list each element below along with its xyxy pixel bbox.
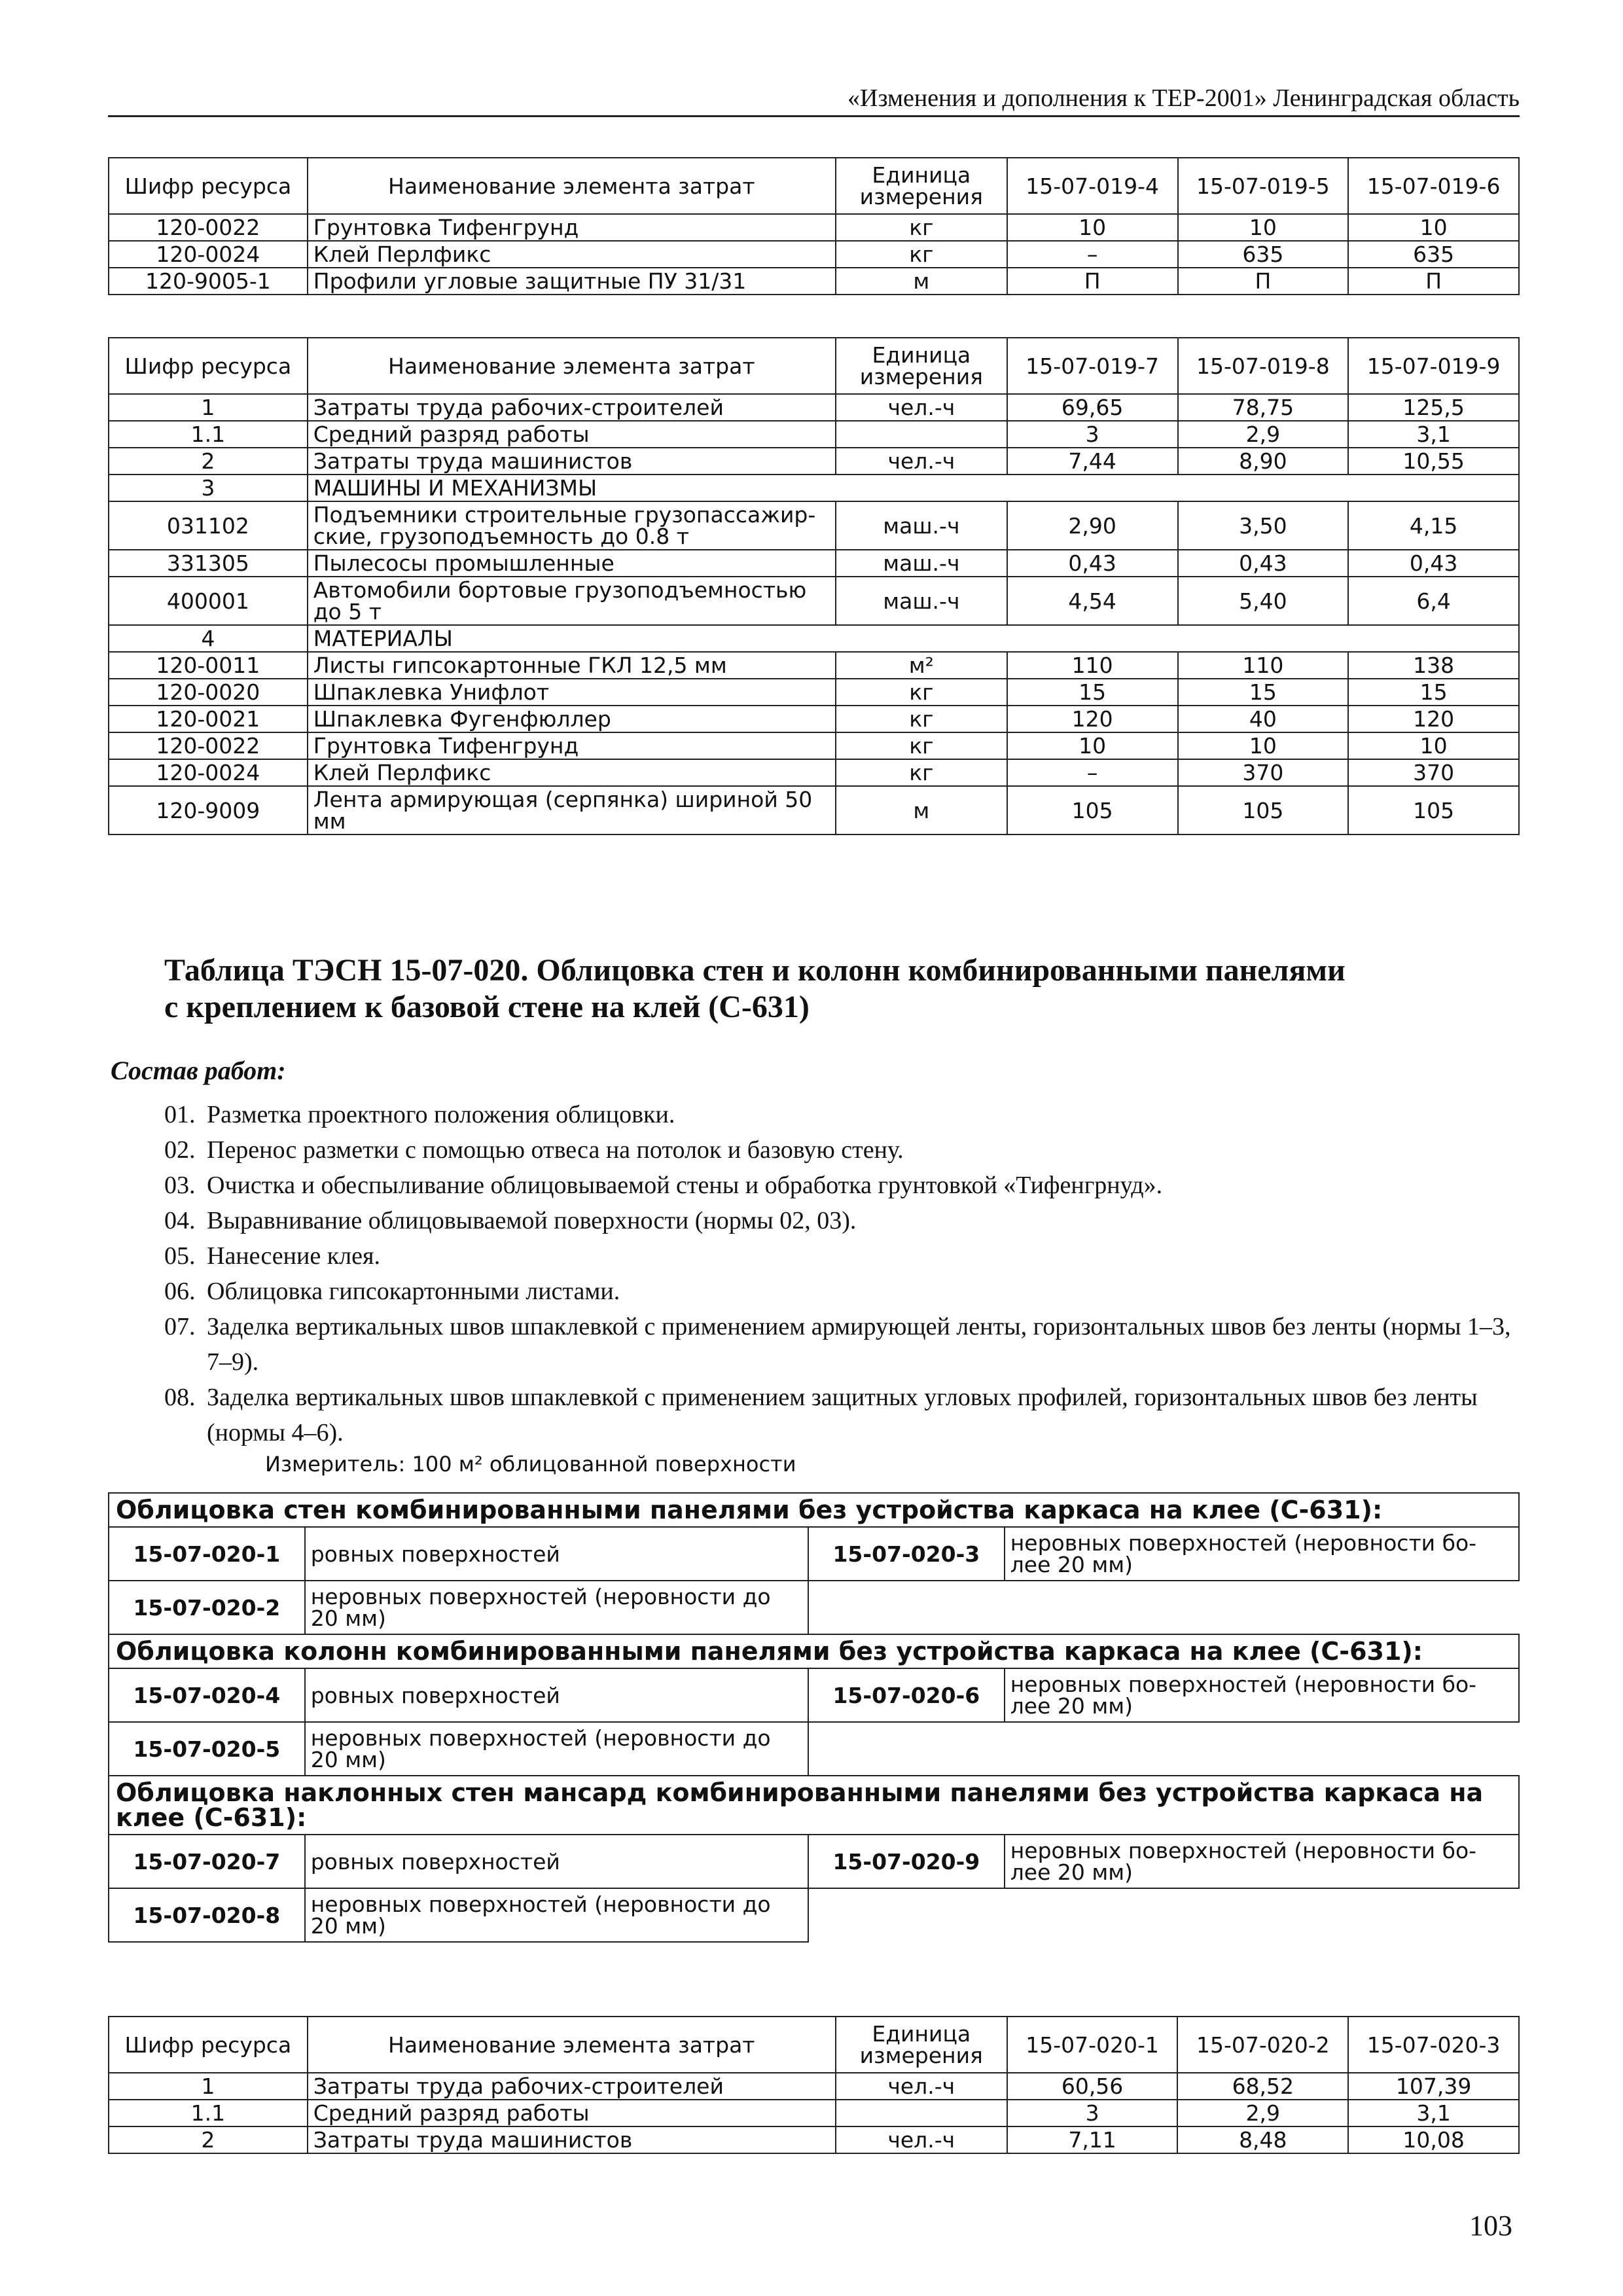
empty-cell [808,1581,1519,1634]
cell: 120-0022 [109,732,308,759]
cell: Затраты труда машинистов [308,2126,836,2153]
cell: 4 [109,625,308,652]
table-row [109,2126,1519,2153]
cell: чел.-ч [836,448,1007,475]
cell: 120-0021 [109,706,308,732]
norms-section-title: Облицовка наклонных стен мансард комбинированными панелями без устройства каркаса на клее (С-631): [109,1776,1519,1835]
cell: 2,90 [1007,501,1178,550]
cell: кг [836,214,1007,241]
cell: 125,5 [1348,394,1519,421]
item-number: 04. [164,1207,196,1234]
norms-row [109,1668,1519,1722]
cell: 60,56 [1007,2073,1178,2100]
table-header-row [109,2017,1519,2073]
norm-code: 15-07-020-3 [808,1527,1005,1581]
cell: Листы гипсокартонные ГКЛ 12,5 мм [308,652,836,679]
cell: 105 [1178,786,1349,834]
cell: 120-0020 [109,679,308,706]
norms-row [109,1835,1519,1888]
item-number: 06. [164,1278,196,1305]
cell: 0,43 [1007,550,1178,577]
column-header: 15-07-019-8 [1178,338,1349,394]
cell: 15 [1007,679,1178,706]
column-header: Наименование элемента затрат [308,158,836,214]
table-row [109,421,1519,448]
cell: 120-0024 [109,241,308,268]
heading-line: Таблица ТЭСН 15-07-020. Облицовка стен и колонн комбинированными панелями [164,953,1346,988]
norm-description: неровных поверхностей (неровности до 20 мм) [305,1722,808,1776]
cell: кг [836,706,1007,732]
cell: Профили угловые защитные ПУ 31/31 [308,268,836,295]
cell: П [1178,268,1349,295]
resource-table-019-7-9 [108,337,1520,835]
cell: Клей Перлфикс [308,241,836,268]
list-item [164,1238,1520,1274]
cell: 10 [1348,732,1519,759]
table-section-row [109,625,1519,652]
table-header-row [109,338,1519,394]
cell: маш.-ч [836,501,1007,550]
cell: 120 [1007,706,1178,732]
cell: 8,48 [1177,2126,1348,2153]
cell: 400001 [109,577,308,625]
item-number: 03. [164,1172,196,1199]
cell: м² [836,652,1007,679]
cell: 120-0011 [109,652,308,679]
cell: 69,65 [1007,394,1178,421]
item-text: Разметка проектного положения облицовки. [207,1101,675,1128]
item-number: 01. [164,1101,196,1128]
cell: 15 [1348,679,1519,706]
cell: 105 [1348,786,1519,834]
norms-section-row [109,1634,1519,1668]
list-item [164,1309,1520,1380]
table-row [109,550,1519,577]
cell: 8,90 [1178,448,1349,475]
cell: Грунтовка Тифенгрунд [308,214,836,241]
norms-row [109,1581,1519,1634]
item-number: 07. [164,1313,196,1340]
table-row [109,501,1519,550]
table-row [109,786,1519,834]
cell: 0,43 [1178,550,1349,577]
table-header-row [109,158,1519,214]
norm-code: 15-07-020-5 [109,1722,305,1776]
item-number: 05. [164,1242,196,1270]
cell: 110 [1178,652,1349,679]
cell: 1.1 [109,421,308,448]
cell: Затраты труда машинистов [308,448,836,475]
running-header: «Изменения и дополнения к ТЕР-2001» Ленинградская область [108,84,1520,117]
cell: – [1007,241,1178,268]
section-label: МАТЕРИАЛЫ [308,625,1519,652]
cell: Пылесосы промышленные [308,550,836,577]
cell: 3 [1007,421,1178,448]
cell: П [1007,268,1178,295]
norm-description: неровных поверхностей (неровности бо-лее 20 мм) [1005,1835,1519,1888]
table-row [109,706,1519,732]
column-header: Наименование элемента затрат [308,2017,836,2073]
cell: 1 [109,394,308,421]
norm-code: 15-07-020-9 [808,1835,1005,1888]
item-text: Выравнивание облицовываемой поверхности (нормы 02, 03). [207,1207,857,1234]
cell: 10 [1178,214,1349,241]
norms-section-row [109,1493,1519,1527]
cell: П [1348,268,1519,295]
cell: 370 [1348,759,1519,786]
cell: 2,9 [1178,421,1349,448]
list-item [164,1274,1520,1309]
cell: 3,50 [1178,501,1349,550]
column-header: Наименование элемента затрат [308,338,836,394]
cell: 3,1 [1348,421,1519,448]
item-number: 08. [164,1384,196,1411]
cell: 635 [1178,241,1349,268]
item-text: Очистка и обеспыливание облицовываемой стены и обработка грунтовкой «Тифенгрнуд». [207,1172,1163,1199]
column-header: Шифр ресурса [109,2017,308,2073]
cell: кг [836,732,1007,759]
cell: 7,11 [1007,2126,1178,2153]
cell: 40 [1178,706,1349,732]
cell: 120 [1348,706,1519,732]
item-text: Перенос разметки с помощью отвеса на потолок и базовую стену. [207,1136,904,1164]
cell: Затраты труда рабочих-строителей [308,394,836,421]
cell: 10,08 [1348,2126,1519,2153]
norm-description: неровных поверхностей (неровности бо-лее 20 мм) [1005,1668,1519,1722]
cell: чел.-ч [836,394,1007,421]
works-list [164,1097,1520,1450]
norm-description: ровных поверхностей [305,1668,808,1722]
cell: Средний разряд работы [308,421,836,448]
item-text: Заделка вертикальных швов шпаклевкой с применением армирующей ленты, горизонтальных швов без ленты (нормы 1–3, 7–9). [207,1313,1511,1376]
norms-section-title: Облицовка стен комбинированными панелями без устройства каркаса на клее (С-631): [109,1493,1519,1527]
cell [836,2100,1007,2126]
list-item [164,1132,1520,1168]
column-header: 15-07-020-3 [1348,2017,1519,2073]
table-row [109,759,1519,786]
cell: 3,1 [1348,2100,1519,2126]
column-header: Шифр ресурса [109,338,308,394]
column-header: Единица измерения [836,158,1007,214]
norm-description: неровных поверхностей (неровности до 20 мм) [305,1581,808,1634]
cell: Шпаклевка Унифлот [308,679,836,706]
table-row [109,448,1519,475]
cell: Подъемники строительные грузопассажир-ские, грузоподъемность до 0.8 т [308,501,836,550]
cell: 120-0022 [109,214,308,241]
column-header: 15-07-020-1 [1007,2017,1178,2073]
cell [836,421,1007,448]
column-header: 15-07-019-7 [1007,338,1178,394]
cell: 635 [1348,241,1519,268]
cell: 15 [1178,679,1349,706]
table-row [109,268,1519,295]
norm-description: ровных поверхностей [305,1835,808,1888]
cell: 1.1 [109,2100,308,2126]
norms-section-row [109,1776,1519,1835]
cell: 107,39 [1348,2073,1519,2100]
cell: 370 [1178,759,1349,786]
norm-description: неровных поверхностей (неровности до 20 мм) [305,1888,808,1942]
norm-code: 15-07-020-2 [109,1581,305,1634]
norms-row [109,1527,1519,1581]
cell: 0,43 [1348,550,1519,577]
cell: 6,4 [1348,577,1519,625]
norms-row [109,1888,1519,1942]
table-row [109,577,1519,625]
table-row [109,2073,1519,2100]
norm-code: 15-07-020-1 [109,1527,305,1581]
resource-table-020-1-3 [108,2016,1520,2154]
norm-code: 15-07-020-8 [109,1888,305,1942]
item-number: 02. [164,1136,196,1164]
list-item [164,1380,1520,1450]
norm-description: ровных поверхностей [305,1527,808,1581]
table-row [109,679,1519,706]
list-item [164,1097,1520,1132]
cell: м [836,786,1007,834]
table-row [109,394,1519,421]
cell: 2,9 [1177,2100,1348,2126]
norms-table [108,1492,1520,1943]
norm-code: 15-07-020-7 [109,1835,305,1888]
norm-code: 15-07-020-6 [808,1668,1005,1722]
cell: 120-9009 [109,786,308,834]
cell: 1 [109,2073,308,2100]
column-header: Единица измерения [836,338,1007,394]
cell: 3 [1007,2100,1178,2126]
section-label: МАШИНЫ И МЕХАНИЗМЫ [308,475,1519,501]
cell: кг [836,241,1007,268]
table-row [109,652,1519,679]
cell: 10 [1007,214,1178,241]
cell: м [836,268,1007,295]
column-header: 15-07-020-2 [1177,2017,1348,2073]
resource-table-019-4-6 [108,157,1520,295]
cell: 5,40 [1178,577,1349,625]
item-text: Заделка вертикальных швов шпаклевкой с применением защитных угловых профилей, горизонтальных швов без ленты (нормы 4–6). [207,1384,1478,1446]
column-header: 15-07-019-9 [1348,338,1519,394]
cell: 10 [1348,214,1519,241]
measurement-unit: Измеритель: 100 м² облицованной поверхности [265,1452,796,1477]
cell: 138 [1348,652,1519,679]
cell: маш.-ч [836,550,1007,577]
norms-row [109,1722,1519,1776]
cell: 331305 [109,550,308,577]
cell: Шпаклевка Фугенфюллер [308,706,836,732]
cell: 7,44 [1007,448,1178,475]
empty-cell [808,1888,1519,1942]
cell: 2 [109,448,308,475]
cell: Автомобили бортовые грузоподъемностью до 5 т [308,577,836,625]
cell: 68,52 [1177,2073,1348,2100]
cell: Грунтовка Тифенгрунд [308,732,836,759]
norm-description: неровных поверхностей (неровности бо-лее 20 мм) [1005,1527,1519,1581]
cell: 031102 [109,501,308,550]
cell: чел.-ч [836,2073,1007,2100]
composition-title: Состав работ: [111,1056,286,1085]
cell: кг [836,679,1007,706]
cell: 105 [1007,786,1178,834]
cell: чел.-ч [836,2126,1007,2153]
item-text: Нанесение клея. [207,1242,380,1270]
cell: 4,15 [1348,501,1519,550]
cell: Клей Перлфикс [308,759,836,786]
cell: 120-9005-1 [109,268,308,295]
cell: 2 [109,2126,308,2153]
norm-code: 15-07-020-4 [109,1668,305,1722]
norms-section-title: Облицовка колонн комбинированными панелями без устройства каркаса на клее (С-631): [109,1634,1519,1668]
cell: Средний разряд работы [308,2100,836,2126]
cell: 78,75 [1178,394,1349,421]
cell: 10,55 [1348,448,1519,475]
cell: 120-0024 [109,759,308,786]
column-header: Шифр ресурса [109,158,308,214]
cell: Затраты труда рабочих-строителей [308,2073,836,2100]
table-row [109,241,1519,268]
column-header: Единица измерения [836,2017,1007,2073]
cell: кг [836,759,1007,786]
cell: 110 [1007,652,1178,679]
column-header: 15-07-019-6 [1348,158,1519,214]
cell: 4,54 [1007,577,1178,625]
cell: маш.-ч [836,577,1007,625]
cell: 10 [1178,732,1349,759]
table-row [109,732,1519,759]
cell: Лента армирующая (серпянка) шириной 50 мм [308,786,836,834]
list-item [164,1168,1520,1203]
column-header: 15-07-019-5 [1178,158,1349,214]
column-header: 15-07-019-4 [1007,158,1178,214]
list-item [164,1203,1520,1238]
cell: – [1007,759,1178,786]
cell: 10 [1007,732,1178,759]
table-row [109,214,1519,241]
section-heading [164,952,1473,1025]
cell: 3 [109,475,308,501]
page-number: 103 [1469,2210,1512,2242]
table-section-row [109,475,1519,501]
item-text: Облицовка гипсокартонными листами. [207,1278,620,1305]
table-row [109,2100,1519,2126]
empty-cell [808,1722,1519,1776]
heading-line: с креплением к базовой стене на клей (С-631) [164,989,810,1024]
